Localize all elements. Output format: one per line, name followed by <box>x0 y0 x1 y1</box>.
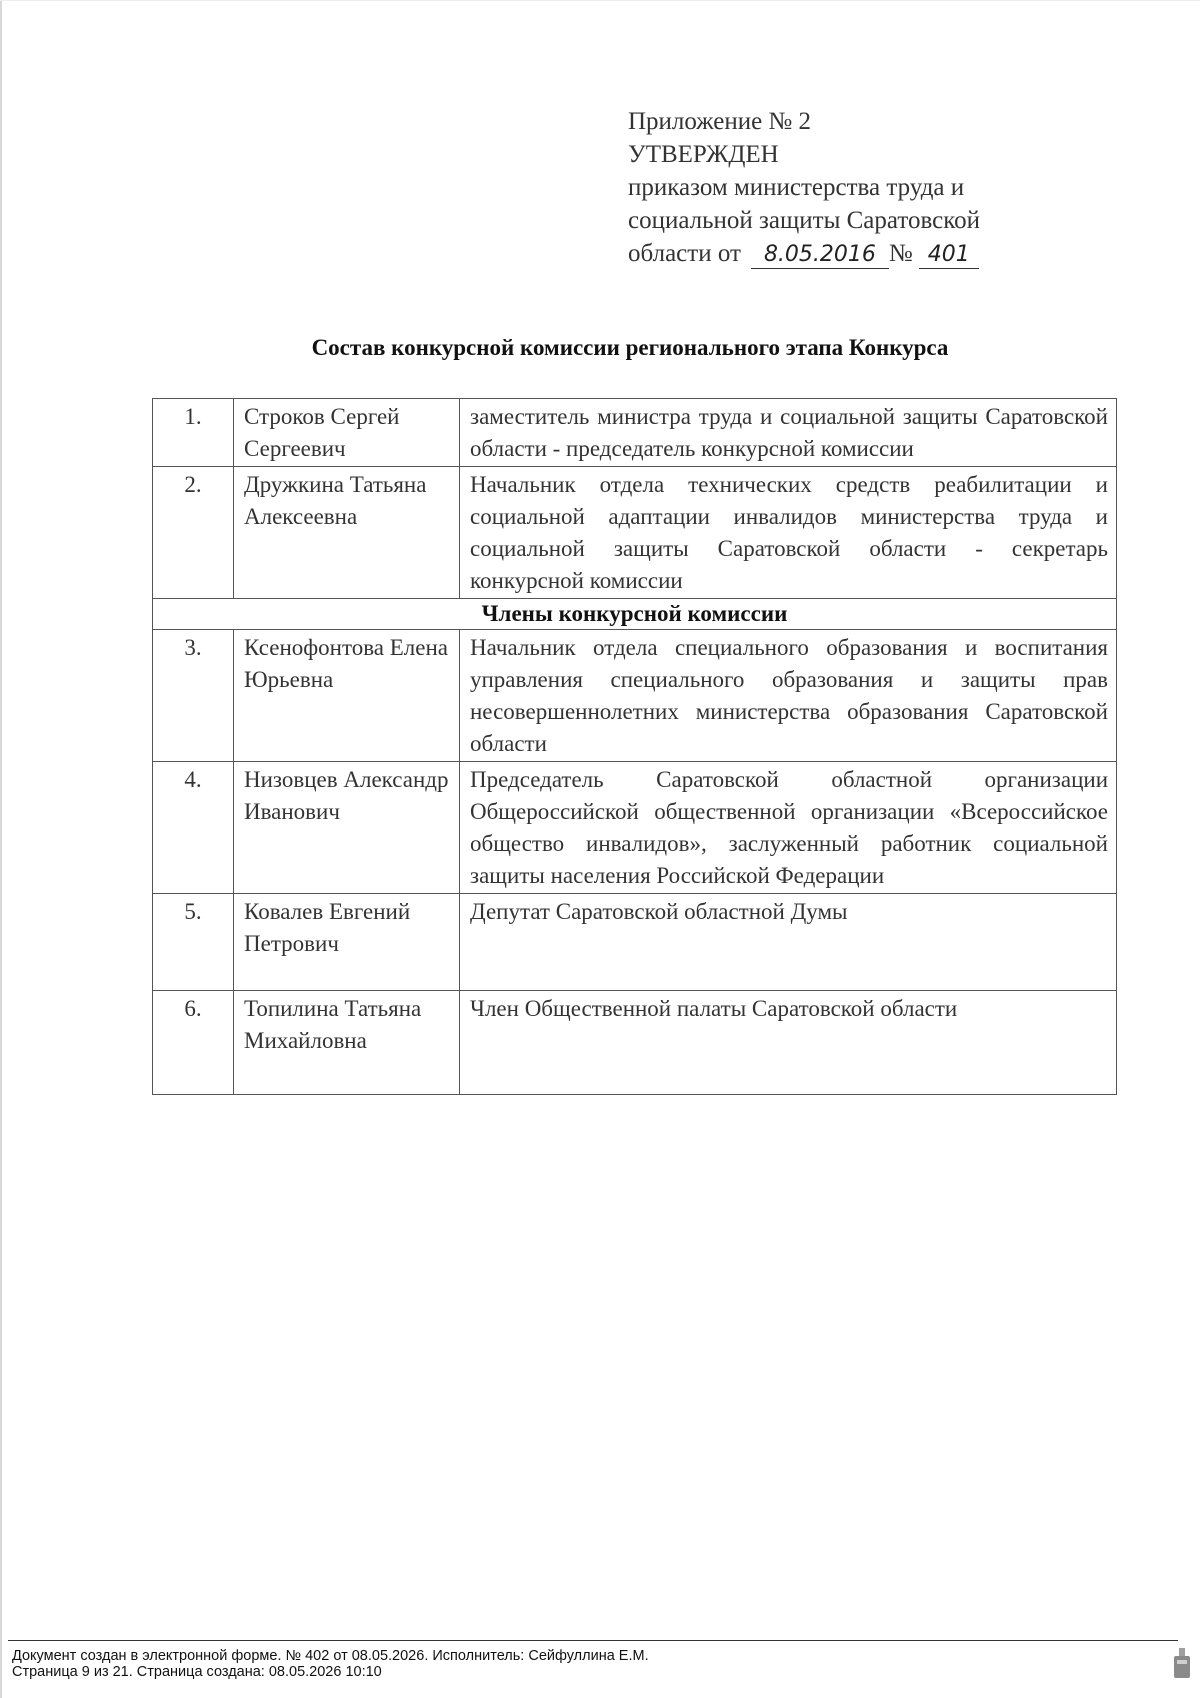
order-date-prefix: области от <box>628 240 741 267</box>
member-name: Топилина Татьяна Михайловна <box>234 991 460 1095</box>
member-name: Ксенофонтова Елена Юрьевна <box>234 630 460 762</box>
row-number: 3. <box>153 630 234 762</box>
member-name: Низовцев Александр Иванович <box>234 762 460 894</box>
footer-line-2: Страница 9 из 21. Страница создана: 08.05.2026 10:10 <box>12 1664 382 1680</box>
table-row <box>153 991 1117 1095</box>
page-edge-top <box>0 0 1200 1</box>
row-number: 5. <box>153 894 234 991</box>
member-name: Дружкина Татьяна Алексеевна <box>234 467 460 599</box>
appendix-label: Приложение № 2 <box>628 108 812 135</box>
member-role: Депутат Саратовской областной Думы <box>460 894 1117 991</box>
handwritten-number: 401 <box>919 242 979 269</box>
order-text-line-2: социальной защиты Саратовской <box>628 207 980 234</box>
handwritten-date: 8.05.2016 <box>751 242 889 269</box>
approved-label: УТВЕРЖДЕН <box>628 141 779 168</box>
member-role: Член Общественной палаты Саратовской области <box>460 991 1117 1095</box>
table-row <box>153 894 1117 991</box>
commission-table <box>152 398 1117 1095</box>
row-number: 6. <box>153 991 234 1095</box>
table-row <box>153 762 1117 894</box>
order-date-line <box>628 237 1068 270</box>
row-number: 2. <box>153 467 234 599</box>
number-sign: № <box>888 240 913 267</box>
member-role: Начальник отдела технических средств реабилитации и социальной адаптации инвалидов министерства труда и социальной защиты Саратовской области - секретарь конкурсной комиссии <box>460 467 1117 599</box>
member-name: Ковалев Евгений Петрович <box>234 894 460 991</box>
table-row <box>153 467 1117 599</box>
approval-block <box>628 105 1068 270</box>
section-header: Члены конкурсной комиссии <box>153 599 1117 630</box>
row-number: 1. <box>153 399 234 467</box>
order-text-line-1: приказом министерства труда и <box>628 174 965 201</box>
page-edge <box>0 0 2 1698</box>
table-row <box>153 399 1117 467</box>
row-number: 4. <box>153 762 234 894</box>
member-role: Председатель Саратовской областной организации Общероссийской общественной организации «Всероссийское общество инвалидов», заслуженный работник социальной защиты населения Российской Федерации <box>460 762 1117 894</box>
footer <box>12 1648 649 1680</box>
member-name: Строков Сергей Сергеевич <box>234 399 460 467</box>
coat-of-arms-icon <box>1172 1646 1192 1682</box>
section-row <box>153 599 1117 630</box>
table-row <box>153 630 1117 762</box>
footer-divider <box>8 1640 1178 1641</box>
member-role: Начальник отдела специального образования и воспитания управления специального образования и защиты прав несовершеннолетних министерства образования Саратовской области <box>460 630 1117 762</box>
document-title: Состав конкурсной комиссии регионального этапа Конкурса <box>311 335 949 360</box>
footer-line-1: Документ создан в электронной форме. № 402 от 08.05.2026. Исполнитель: Сейфуллина Е.М. <box>12 1648 649 1664</box>
member-role: заместитель министра труда и социальной защиты Саратовской области - председатель конкурсной комиссии <box>460 399 1117 467</box>
